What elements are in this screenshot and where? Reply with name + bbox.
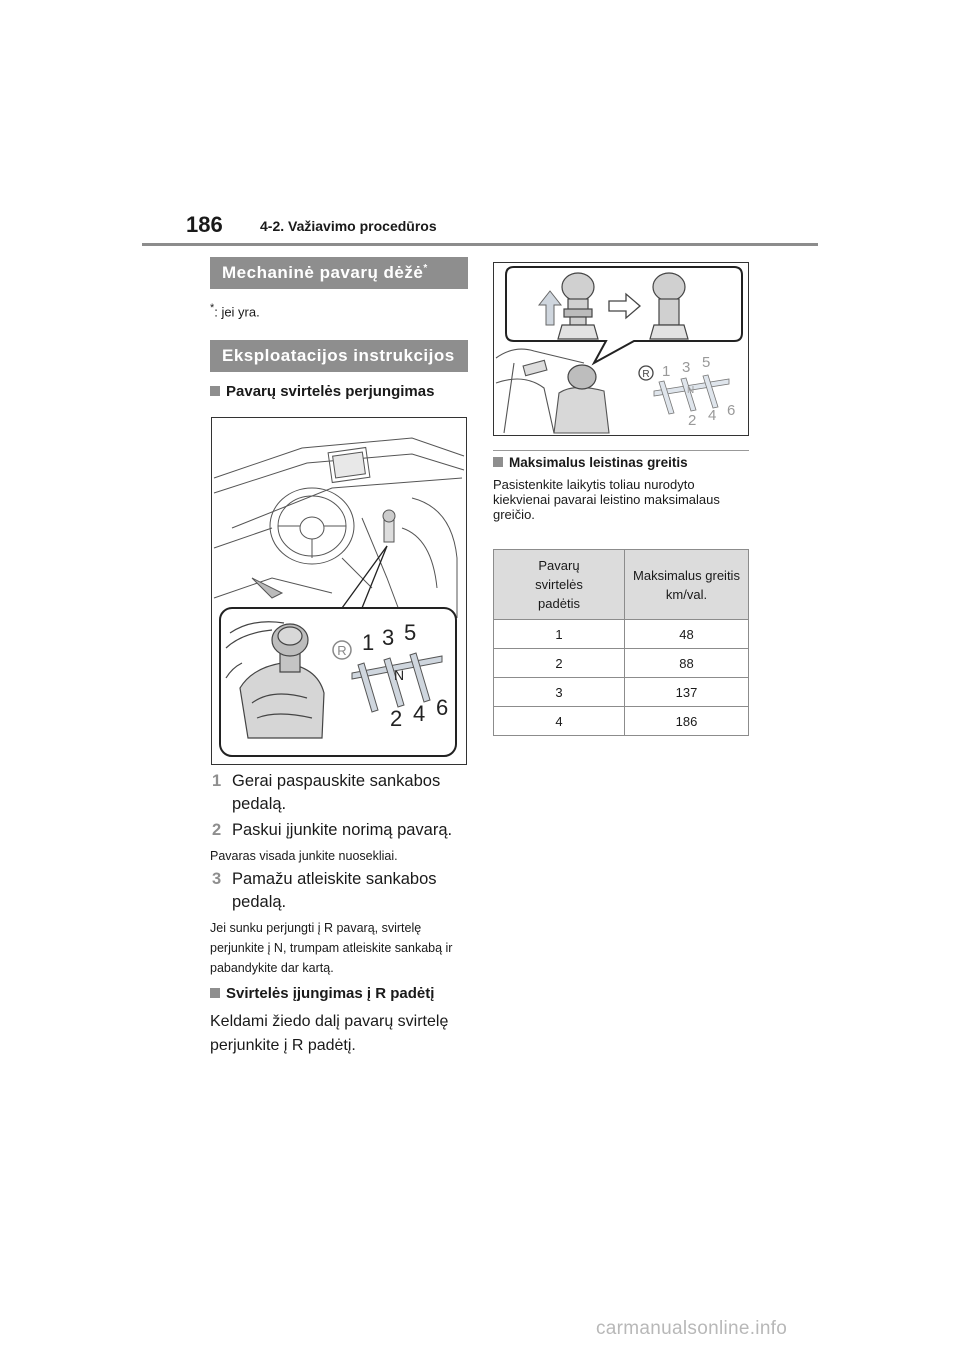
fig2-gear-5: 5 <box>702 354 711 371</box>
header-max-speed-line1: Maksimalus greitis <box>633 567 740 583</box>
step-2-number: 2 <box>212 821 222 839</box>
max-speed-table <box>493 549 749 736</box>
subhead-reverse-text: Svirtelės įjungimas į R padėtį <box>226 985 435 1002</box>
fig2-reverse-label: R <box>642 369 650 380</box>
heading-instructions-text: Eksploatacijos instrukcijos <box>222 346 455 365</box>
fig2-gear-6: 6 <box>727 402 736 419</box>
note-reverse: Jei sunku perjungti į R pavarą, svirtelę perjunkite į N, trumpam atleiskite sankabą ir pabandykite dar kartą. <box>210 921 453 975</box>
square-bullet-icon <box>210 386 220 396</box>
section-title: 4-2. Važiavimo procedūros <box>260 218 437 234</box>
speed-cell: 186 <box>625 707 749 736</box>
heading-manual-gearbox <box>210 257 468 289</box>
speed-cell: 88 <box>625 649 749 678</box>
reverse-instruction: Keldami žiedo dalį pavarų svirtelę perjunkite į R padėtį. <box>210 1013 449 1054</box>
step-3-number: 3 <box>212 870 222 888</box>
subhead-reverse <box>210 985 434 1002</box>
footnote-text: : jei yra. <box>214 304 260 320</box>
square-bullet-icon <box>493 457 503 467</box>
table-row <box>494 707 749 736</box>
step-3-text: Pamažu atleiskite sankabos pedalą. <box>232 870 437 911</box>
speed-cell: 48 <box>625 620 749 649</box>
subhead-speed-text: Maksimalus leistinas greitis <box>509 455 688 470</box>
page-number: 186 <box>186 212 223 237</box>
table-row <box>494 649 749 678</box>
step-1-text: Gerai paspauskite sankabos pedalą. <box>232 772 441 813</box>
fig1-reverse-label: R <box>337 643 347 658</box>
subhead-shifting <box>210 383 434 400</box>
fig1-neutral: N <box>394 667 405 683</box>
gear-cell: 1 <box>494 620 625 649</box>
footnote-marker: * <box>210 302 215 314</box>
step-2-text: Paskui įjunkite norimą pavarą. <box>232 821 453 839</box>
reverse-ring-illustration <box>493 262 749 436</box>
gear-cell: 4 <box>494 707 625 736</box>
fig1-gear-1: 1 <box>362 630 375 655</box>
heading-manual-text: Mechaninė pavarų dėžė <box>222 263 424 282</box>
fig1-gear-6: 6 <box>436 695 449 720</box>
divider <box>493 450 749 451</box>
watermark: carmanualsonline.info <box>596 1318 788 1339</box>
cockpit-shift-pattern-svg <box>212 418 465 763</box>
header-gear-position <box>494 550 625 620</box>
speed-cell: 137 <box>625 678 749 707</box>
fig2-gear-3: 3 <box>682 359 691 376</box>
fig1-gear-5: 5 <box>404 620 417 645</box>
subhead-speed <box>493 455 688 470</box>
fig1-gear-2: 2 <box>390 706 403 731</box>
step-2 <box>212 819 472 842</box>
fig1-gear-4: 4 <box>413 701 426 726</box>
header-max-speed-line2: km/val. <box>665 586 708 602</box>
reverse-ring-svg <box>494 263 747 434</box>
table-header-row <box>494 550 749 620</box>
square-bullet-icon <box>210 988 220 998</box>
fig2-neutral: N <box>687 385 695 396</box>
fig1-gear-3: 3 <box>382 625 395 650</box>
header-max-speed <box>625 550 749 620</box>
gear-shift-illustration <box>211 417 467 765</box>
step-1-number: 1 <box>212 772 222 790</box>
gear-cell: 3 <box>494 678 625 707</box>
fig2-gear-2: 2 <box>688 412 697 429</box>
note-sequence: Pavaras visada junkite nuosekliai. <box>210 849 398 863</box>
speed-description: Pasistenkite laikytis toliau nurodyto kiekvienai pavarai leistino maksimalaus greičio. <box>493 477 720 522</box>
gear-cell: 2 <box>494 649 625 678</box>
header-gear-position-text: Pavarų svirtelės padėtis <box>535 558 583 611</box>
heading-instructions <box>210 340 468 372</box>
table-row <box>494 620 749 649</box>
table-row <box>494 678 749 707</box>
fig2-gear-1: 1 <box>662 363 671 380</box>
header-rule <box>142 243 818 246</box>
heading-manual-marker: * <box>423 263 428 274</box>
subhead-shifting-text: Pavarų svirtelės perjungimas <box>226 383 435 400</box>
fig2-gear-4: 4 <box>708 407 717 424</box>
step-1 <box>212 770 472 816</box>
footnote <box>210 302 260 319</box>
step-3 <box>212 868 472 914</box>
